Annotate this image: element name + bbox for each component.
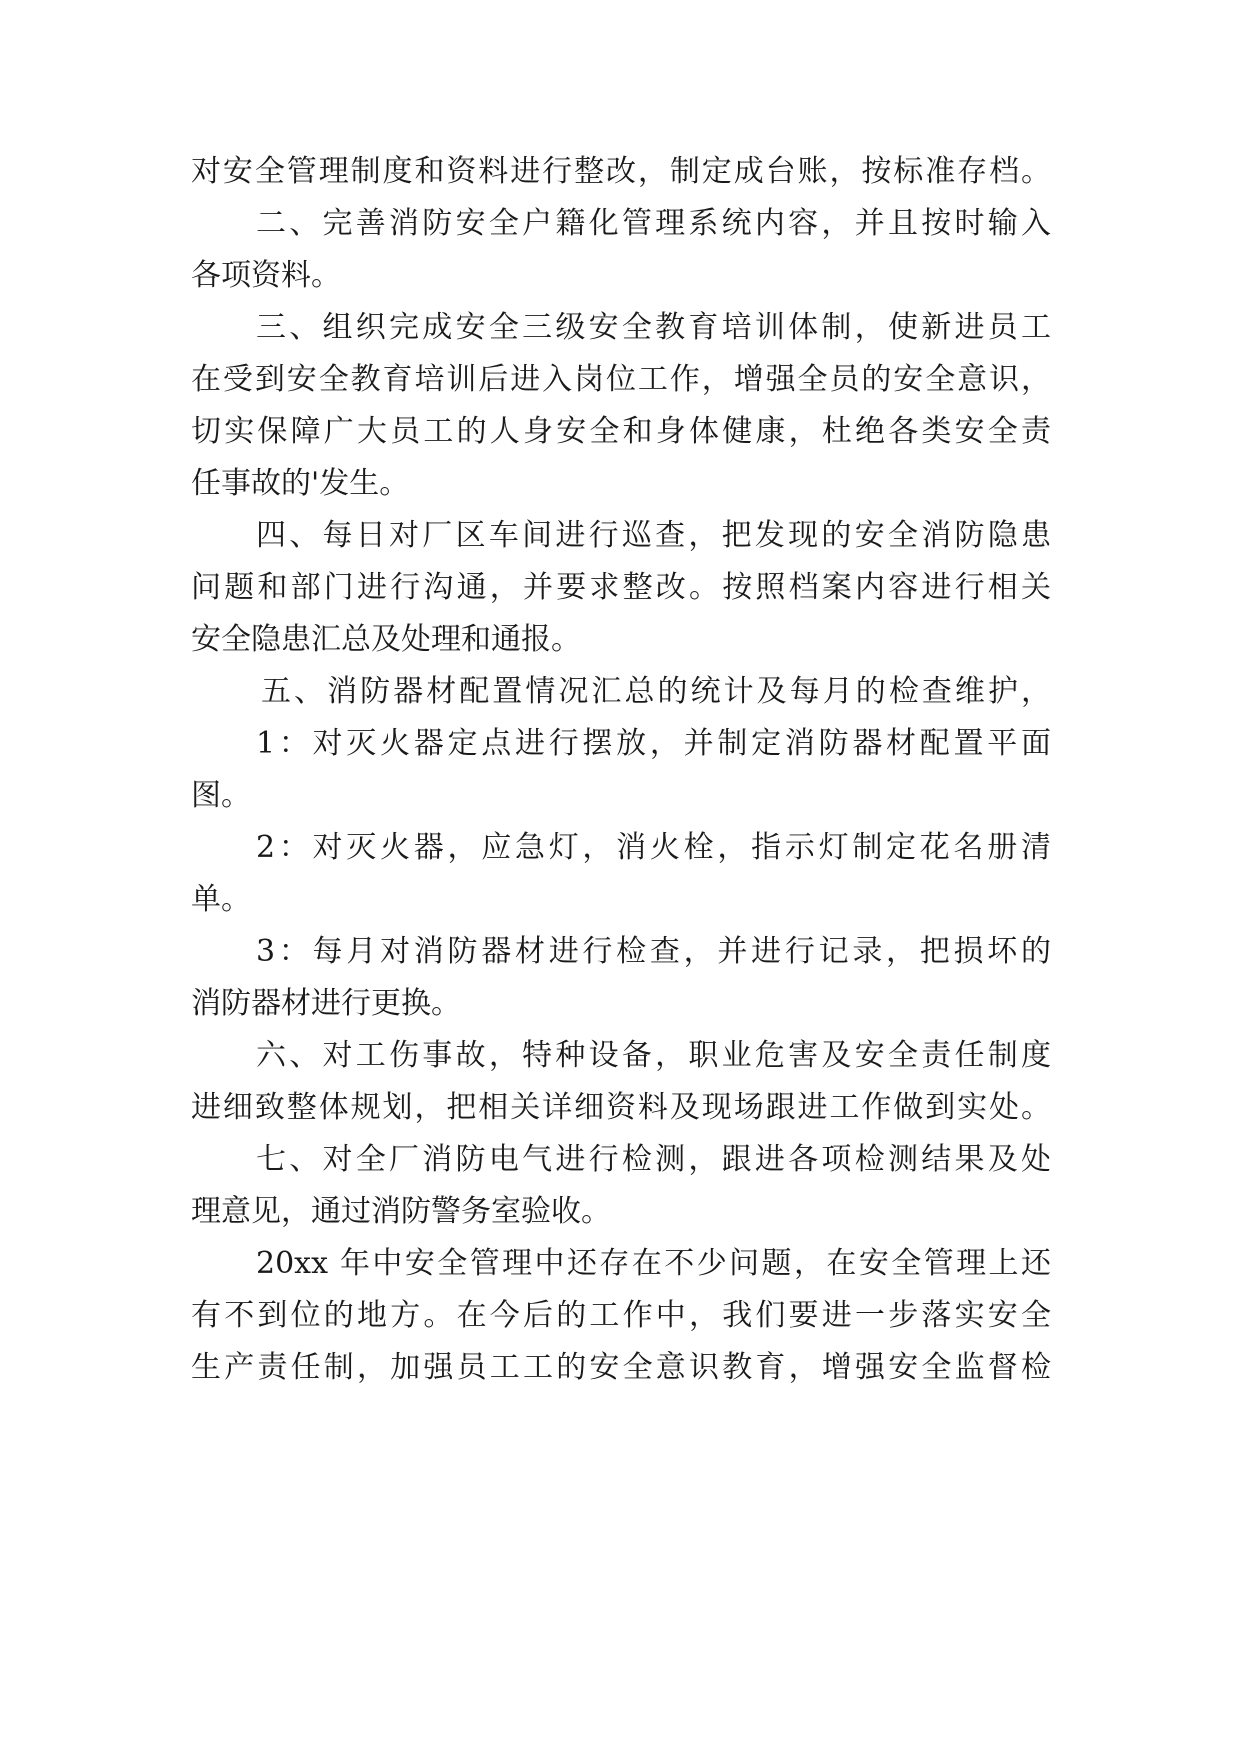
text-line: 各项资料。 bbox=[191, 258, 341, 293]
text-line: 1：对灭火器定点进行摆放，并制定消防器材配置平面 bbox=[256, 726, 1051, 761]
text-line: 切实保障广大员工的人身安全和身体健康，杜绝各类安全责 bbox=[191, 414, 1051, 449]
text-line: 任事故的'发生。 bbox=[191, 466, 410, 501]
text-line: 进细致整体规划，把相关详细资料及现场跟进工作做到实处。 bbox=[191, 1090, 1051, 1125]
text-line: 四、每日对厂区车间进行巡查，把发现的安全消防隐患 bbox=[256, 518, 1051, 553]
text-line: 二、完善消防安全户籍化管理系统内容，并且按时输入 bbox=[256, 206, 1051, 241]
text-line: 生产责任制，加强员工工的安全意识教育，增强安全监督检 bbox=[191, 1350, 1051, 1385]
text-line: 问题和部门进行沟通，并要求整改。按照档案内容进行相关 bbox=[191, 570, 1051, 605]
text-line: 六、对工伤事故，特种设备，职业危害及安全责任制度 bbox=[256, 1038, 1051, 1073]
text-line: 20xx 年中安全管理中还存在不少问题，在安全管理上还 bbox=[256, 1246, 1051, 1281]
text-line: 对安全管理制度和资料进行整改，制定成台账，按标准存档。 bbox=[191, 154, 1051, 189]
text-line: 图。 bbox=[191, 778, 251, 813]
text-line: 安全隐患汇总及处理和通报。 bbox=[191, 622, 581, 657]
text-line: 七、对全厂消防电气进行检测，跟进各项检测结果及处 bbox=[256, 1142, 1051, 1177]
text-line: 单。 bbox=[191, 882, 251, 917]
text-line: 消防器材进行更换。 bbox=[191, 986, 461, 1021]
text-line: 理意见，通过消防警务室验收。 bbox=[191, 1194, 611, 1229]
text-line: 有不到位的地方。在今后的工作中，我们要进一步落实安全 bbox=[191, 1298, 1051, 1333]
text-line: 3：每月对消防器材进行检查，并进行记录，把损坏的 bbox=[256, 934, 1051, 969]
text-line: 三、组织完成安全三级安全教育培训体制，使新进员工 bbox=[256, 310, 1051, 345]
text-line: 五、消防器材配置情况汇总的统计及每月的检查维护， bbox=[261, 674, 1051, 709]
text-line: 在受到安全教育培训后进入岗位工作，增强全员的安全意识， bbox=[191, 362, 1051, 397]
text-line: 2：对灭火器，应急灯，消火栓，指示灯制定花名册清 bbox=[256, 830, 1051, 865]
